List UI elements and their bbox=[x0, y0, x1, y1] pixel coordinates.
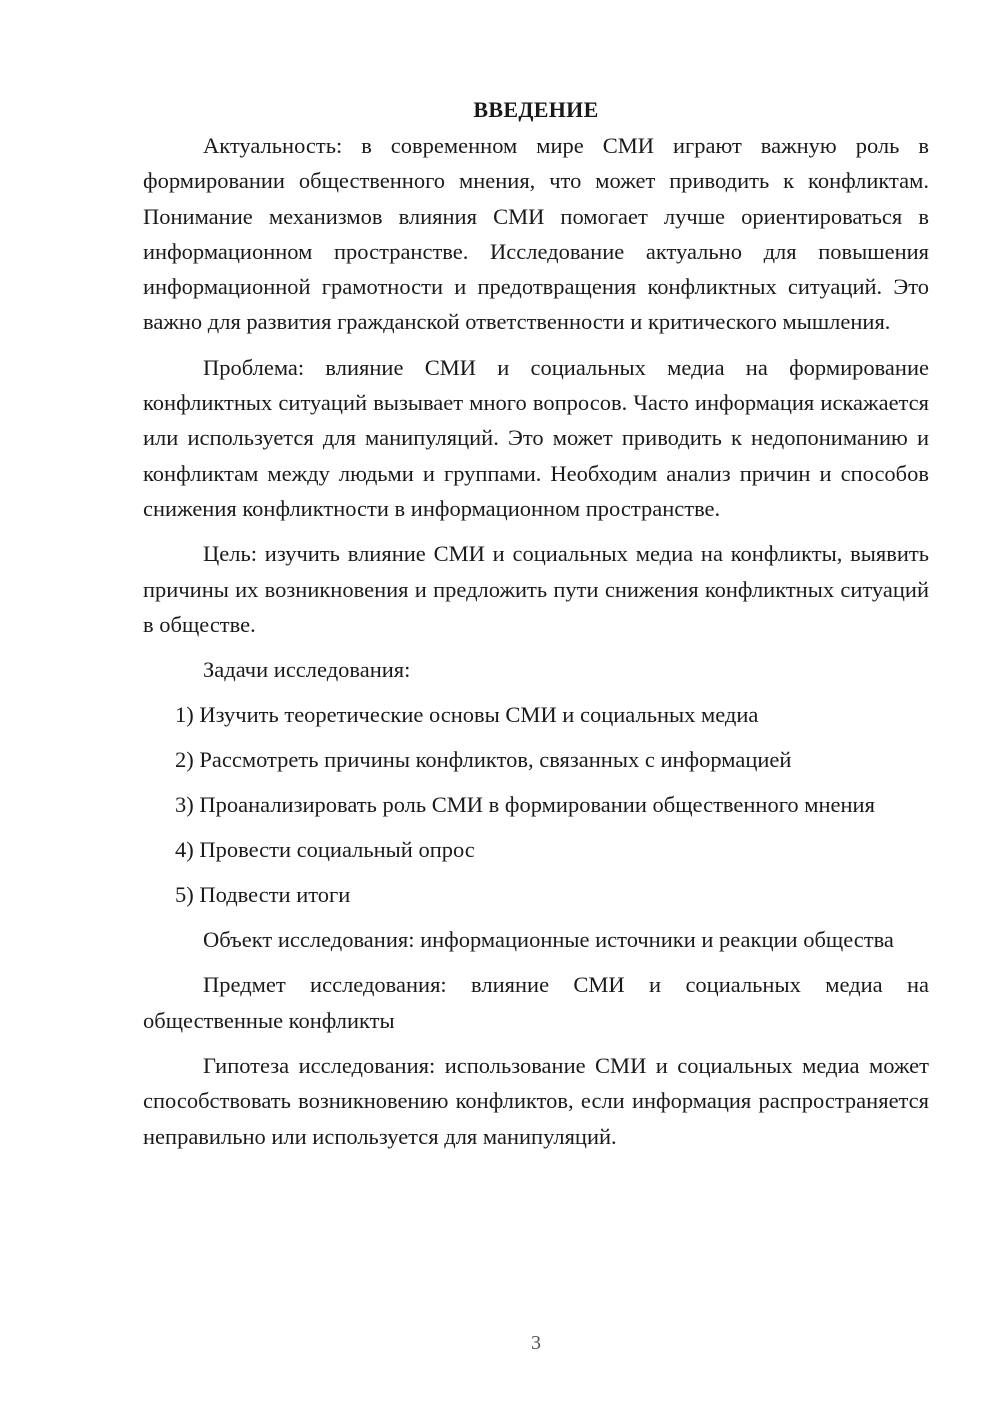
task-item-5: 5) Подвести итоги bbox=[175, 882, 351, 908]
tasks-heading: Задачи исследования: bbox=[203, 657, 411, 683]
hypothesis-paragraph: Гипотеза исследования: использование СМИ и социальных медиа может способствовать возникновению конфликтов, если информация распространяется неправильно или используется для манипуляций. bbox=[143, 1053, 929, 1149]
page-number: 3 bbox=[531, 1332, 541, 1354]
document-page bbox=[143, 92, 929, 1164]
subject-paragraph: Предмет исследования: влияние СМИ и социальных медиа на общественные конфликты bbox=[143, 972, 929, 1033]
problem-paragraph: Проблема: влияние СМИ и социальных медиа на формирование конфликтных ситуаций вызывает много вопросов. Часто информация искажается или используется для манипуляций. Это может приводить к недопониманию и конфликтам между людьми и группами. Необходим анализ причин и способов снижения конфликтности в информационном пространстве. bbox=[143, 354, 929, 521]
goal-paragraph: Цель: изучить влияние СМИ и социальных медиа на конфликты, выявить причины их возникновения и предложить пути снижения конфликтных ситуаций в обществе. bbox=[143, 541, 929, 637]
task-item-4: 4) Провести социальный опрос bbox=[175, 837, 475, 863]
task-item-1: 1) Изучить теоретические основы СМИ и социальных медиа bbox=[175, 702, 759, 728]
relevance-paragraph: Актуальность: в современном мире СМИ играют важную роль в формировании общественного мнения, что может приводить к конфликтам. Понимание механизмов влияния СМИ помогает лучше ориентироваться в информационном пространстве. Исследование актуально для повышения информационной грамотности и предотвращения конфликтных ситуаций. Это важно для развития гражданской ответственности и критического мышления. bbox=[143, 133, 929, 335]
task-item-3: 3) Проанализировать роль СМИ в формировании общественного мнения bbox=[175, 792, 875, 818]
section-title: ВВЕДЕНИЕ bbox=[473, 97, 599, 122]
task-item-2: 2) Рассмотреть причины конфликтов, связанных с информацией bbox=[175, 747, 792, 773]
object-paragraph: Объект исследования: информационные источники и реакции общества bbox=[203, 927, 894, 953]
